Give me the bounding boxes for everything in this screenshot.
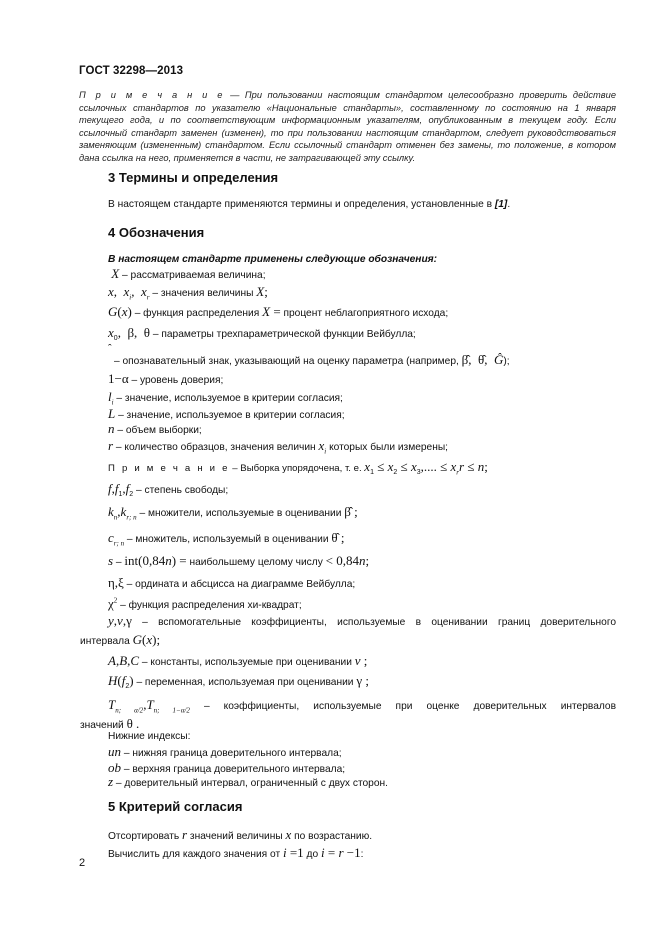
symbol-yvg-cont: интервала G(x); (80, 632, 161, 647)
symbol-T-row: $T_{n; \alpha/2},T_{n; 1-\alpha/2}$ – коэффициенты, используемые при оценке доверительных интервалов (108, 697, 616, 715)
index-un-row: un – нижняя граница доверительного интервала; (108, 744, 342, 759)
standard-header: ГОСТ 32298—2013 (79, 65, 184, 77)
symbol-c-row: $c_{r; n}$ – множитель, используемый в оценивании θ̂ ; (108, 530, 345, 548)
section-5-title: 5 Критерий согласия (108, 799, 243, 814)
section-3-end: . (507, 199, 511, 210)
index-ob-row: ob – верхняя граница доверительного интервала; (108, 760, 346, 775)
section-3-text (108, 199, 510, 210)
symbol-hat-row: – опознавательный знак, указывающий на оценку параметра (например, β̂, θ̂, Ĝ); (114, 352, 510, 367)
symbol-chi-row: $\chi^2$ – функция распределения хи-квадрат; (108, 596, 302, 611)
symbol-alpha-row: 1−α – уровень доверия; (108, 371, 224, 386)
section-5-line2: Вычислить для каждого значения от i =1 до i = r −1: (108, 845, 364, 860)
page-number: 2 (79, 857, 86, 869)
note-label: П р и м е ч а н и е (79, 90, 225, 100)
symbol-H-row: $H(f_2)$ – переменная, используемая при оценивании γ ; (108, 673, 369, 691)
lower-indices-title: Нижние индексы: (108, 731, 191, 742)
symbol-xvals-row: x, $x_i$, $x_r$ – значения величины X; (108, 284, 268, 302)
section-3-body: В настоящем стандарте применяются термины и определения, установленные в (108, 199, 495, 210)
section-4-title: 4 Обозначения (108, 225, 205, 240)
section-5-line1: Отсортировать r значений величины x по возрастанию. (108, 827, 373, 842)
symbol-k-row: $k_n,k_{r; n}$ – множители, используемые в оценивании β̂ ; (108, 504, 358, 522)
symbol-params-row: $x_0$, β, θ – параметры трехпараметрической функции Вейбулла; (108, 325, 416, 343)
symbol-r-row: r – количество образцов, значения величин $x_i$ которых были измерены; (108, 438, 448, 456)
symbol-eta-row: η,ξ – ордината и абсцисса на диаграмме Вейбулла; (108, 575, 356, 590)
symbol-x-row: X – рассматриваемая величина; (108, 266, 266, 281)
order-note-row: П р и м е ч а н и е – Выборка упорядочена, т. е. $x_1 \le x_2 \le x_3$,.... ≤ $x_rr \le n$; (108, 459, 488, 477)
symbol-yvg-row: y,v,γ – вспомогательные коэффициенты, используемые в оценивании границ доверительного (108, 613, 616, 628)
index-z-row: z – доверительный интервал, ограниченный с двух сторон. (108, 774, 388, 789)
hat-symbol: ˆ (108, 343, 112, 355)
symbol-f-row: $f,f_1,f_2$ – степень свободы; (108, 481, 229, 499)
symbol-li-row: $l_i$ – значение, используемое в критерии согласия; (108, 389, 343, 407)
section-3-ref: [1] (494, 199, 508, 210)
symbol-ABC-row: A,B,C – константы, используемые при оценивании v ; (108, 653, 368, 668)
symbol-n-row: n – объем выборки; (108, 421, 202, 436)
section-4-intro: В настоящем стандарте применены следующие обозначения: (108, 254, 438, 265)
section-3-title: 3 Термины и определения (108, 170, 279, 185)
symbol-s-row: s – int(0,84n) = наибольшему целому числу < 0,84n; (108, 553, 370, 568)
symbol-T-cont: значений θ . (80, 716, 140, 731)
symbol-L-row: L – значение, используемое в критерии согласия; (108, 406, 345, 421)
note-text: — При пользовании настоящим стандартом целесообразно проверить действие ссылочных стандартов по указателю «Национальные стандарты», составленному по состоянию на 1 января текущего года, и по соответствующим информационным указателям, опубликованным в текущем году. Если ссылочный стандарт заменен (изменен), то при пользовании настоящим стандартом, следует руководствоваться заменяющим (измененным) стандартом. Если ссылочный стандарт отменен без замены, то положение, в котором дана ссылка на него, применяется в части, не затрагивающей эту ссылку. (79, 90, 616, 163)
reference-note (79, 89, 616, 165)
symbol-G-row: G(x) – функция распределения X = процент неблагоприятного исхода; (108, 304, 449, 319)
